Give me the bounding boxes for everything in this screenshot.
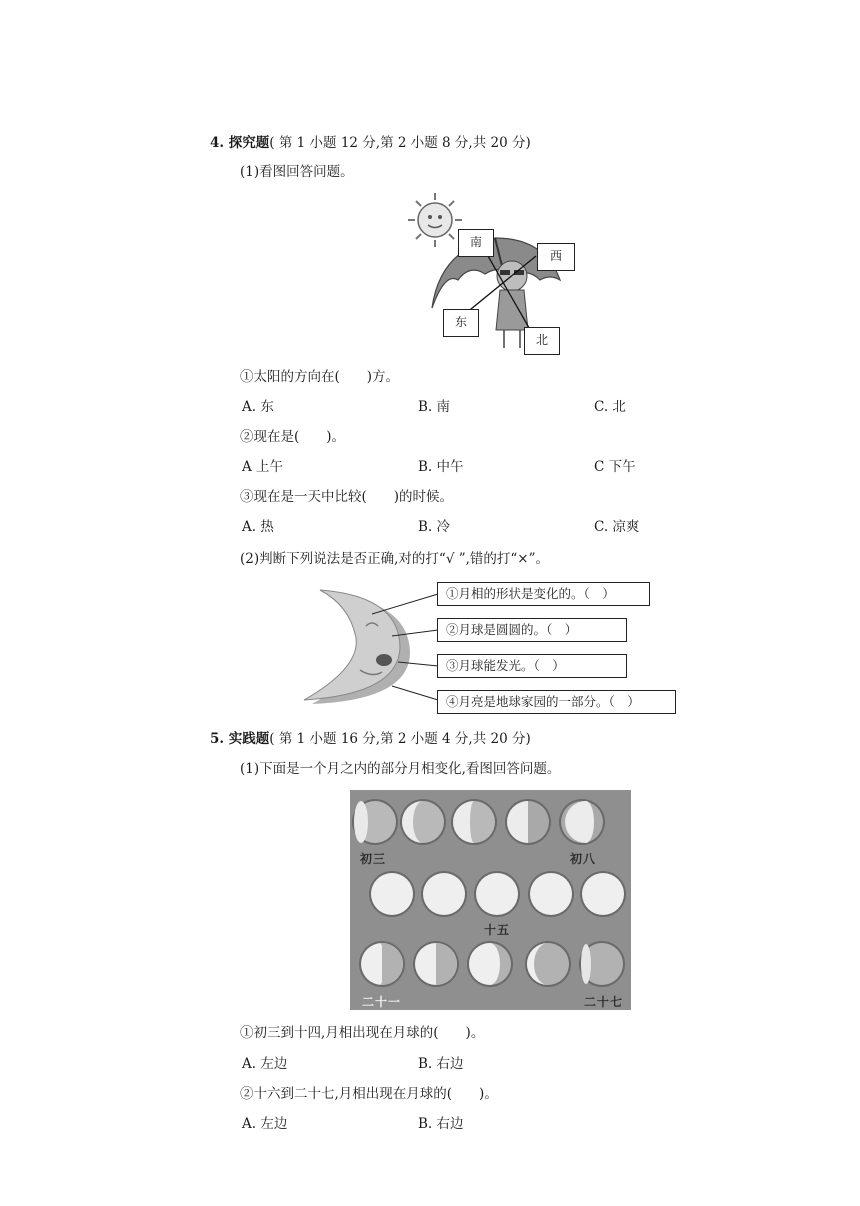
phase-label-eighth: 初八 xyxy=(570,852,597,866)
q4-score-note: ( 第 1 小题 12 分,第 2 小题 8 分,共 20 分) xyxy=(269,135,531,151)
q4-1-q1-option-c: C. 北 xyxy=(594,399,626,415)
moon-phases-photo xyxy=(350,790,631,1010)
q4-1-q1-option-a: A. 东 xyxy=(242,399,274,415)
q4-1-q2-option-b: B. 中午 xyxy=(418,459,464,475)
q5-question-2: ②十六到二十七,月相出现在月球的( )。 xyxy=(240,1086,498,1102)
q4-1-q3-option-a: A. 热 xyxy=(242,519,274,535)
q4-1-q2-option-c: C 下午 xyxy=(594,459,636,475)
sun-icon xyxy=(408,193,462,247)
q5-q2-option-b: B. 右边 xyxy=(418,1116,464,1132)
statement-1: ①月相的形状是变化的。（ ） xyxy=(437,582,650,606)
q5-q2-option-a: A. 左边 xyxy=(242,1116,288,1132)
q4-1-q3-option-b: B. 冷 xyxy=(418,519,451,535)
phase-label-fifteenth: 十五 xyxy=(484,923,511,937)
label-west: 西 xyxy=(537,243,575,271)
statement-2: ②月球是圆圆的。（ ） xyxy=(437,618,627,642)
connector-lines xyxy=(370,590,440,705)
label-south: 南 xyxy=(458,229,494,257)
q4-1-question-1: ①太阳的方向在( )方。 xyxy=(240,369,400,385)
q5-q1-option-b: B. 右边 xyxy=(418,1056,464,1072)
phase-label-first: 初三 xyxy=(360,852,387,866)
q5-question-1: ①初三到十四,月相出现在月球的( )。 xyxy=(240,1025,485,1041)
phase-label-twentyseventh: 二十七 xyxy=(584,995,624,1009)
q4-1-q3-option-c: C. 凉爽 xyxy=(594,519,640,535)
phase-label-twentyfirst: 二十一 xyxy=(362,995,402,1009)
q4-title: 4. 探究题 xyxy=(210,135,270,151)
q4-header xyxy=(210,134,531,152)
q4-1-q1-option-b: B. 南 xyxy=(418,399,451,415)
statement-3: ③月球能发光。（ ） xyxy=(437,654,627,678)
label-east: 东 xyxy=(443,309,479,337)
q5-title: 5. 实践题 xyxy=(210,731,270,747)
q5-score-note: ( 第 1 小题 16 分,第 2 小题 4 分,共 20 分) xyxy=(269,731,531,747)
q5-header xyxy=(210,730,531,748)
q5-q1-option-a: A. 左边 xyxy=(242,1056,288,1072)
label-north: 北 xyxy=(524,327,560,355)
q5-prompt: (1)下面是一个月之内的部分月相变化,看图回答问题。 xyxy=(240,761,561,777)
q4-part1-prompt: (1)看图回答问题。 xyxy=(240,164,354,180)
q4-1-question-2: ②现在是( )。 xyxy=(240,429,346,445)
q4-1-question-3: ③现在是一天中比较( )的时候。 xyxy=(240,489,454,505)
q4-1-q2-option-a: A 上午 xyxy=(242,459,284,475)
q4-part2-prompt: (2)判断下列说法是否正确,对的打“√ ”,错的打“×”。 xyxy=(240,551,550,567)
statement-4: ④月亮是地球家园的一部分。（ ） xyxy=(437,690,676,714)
